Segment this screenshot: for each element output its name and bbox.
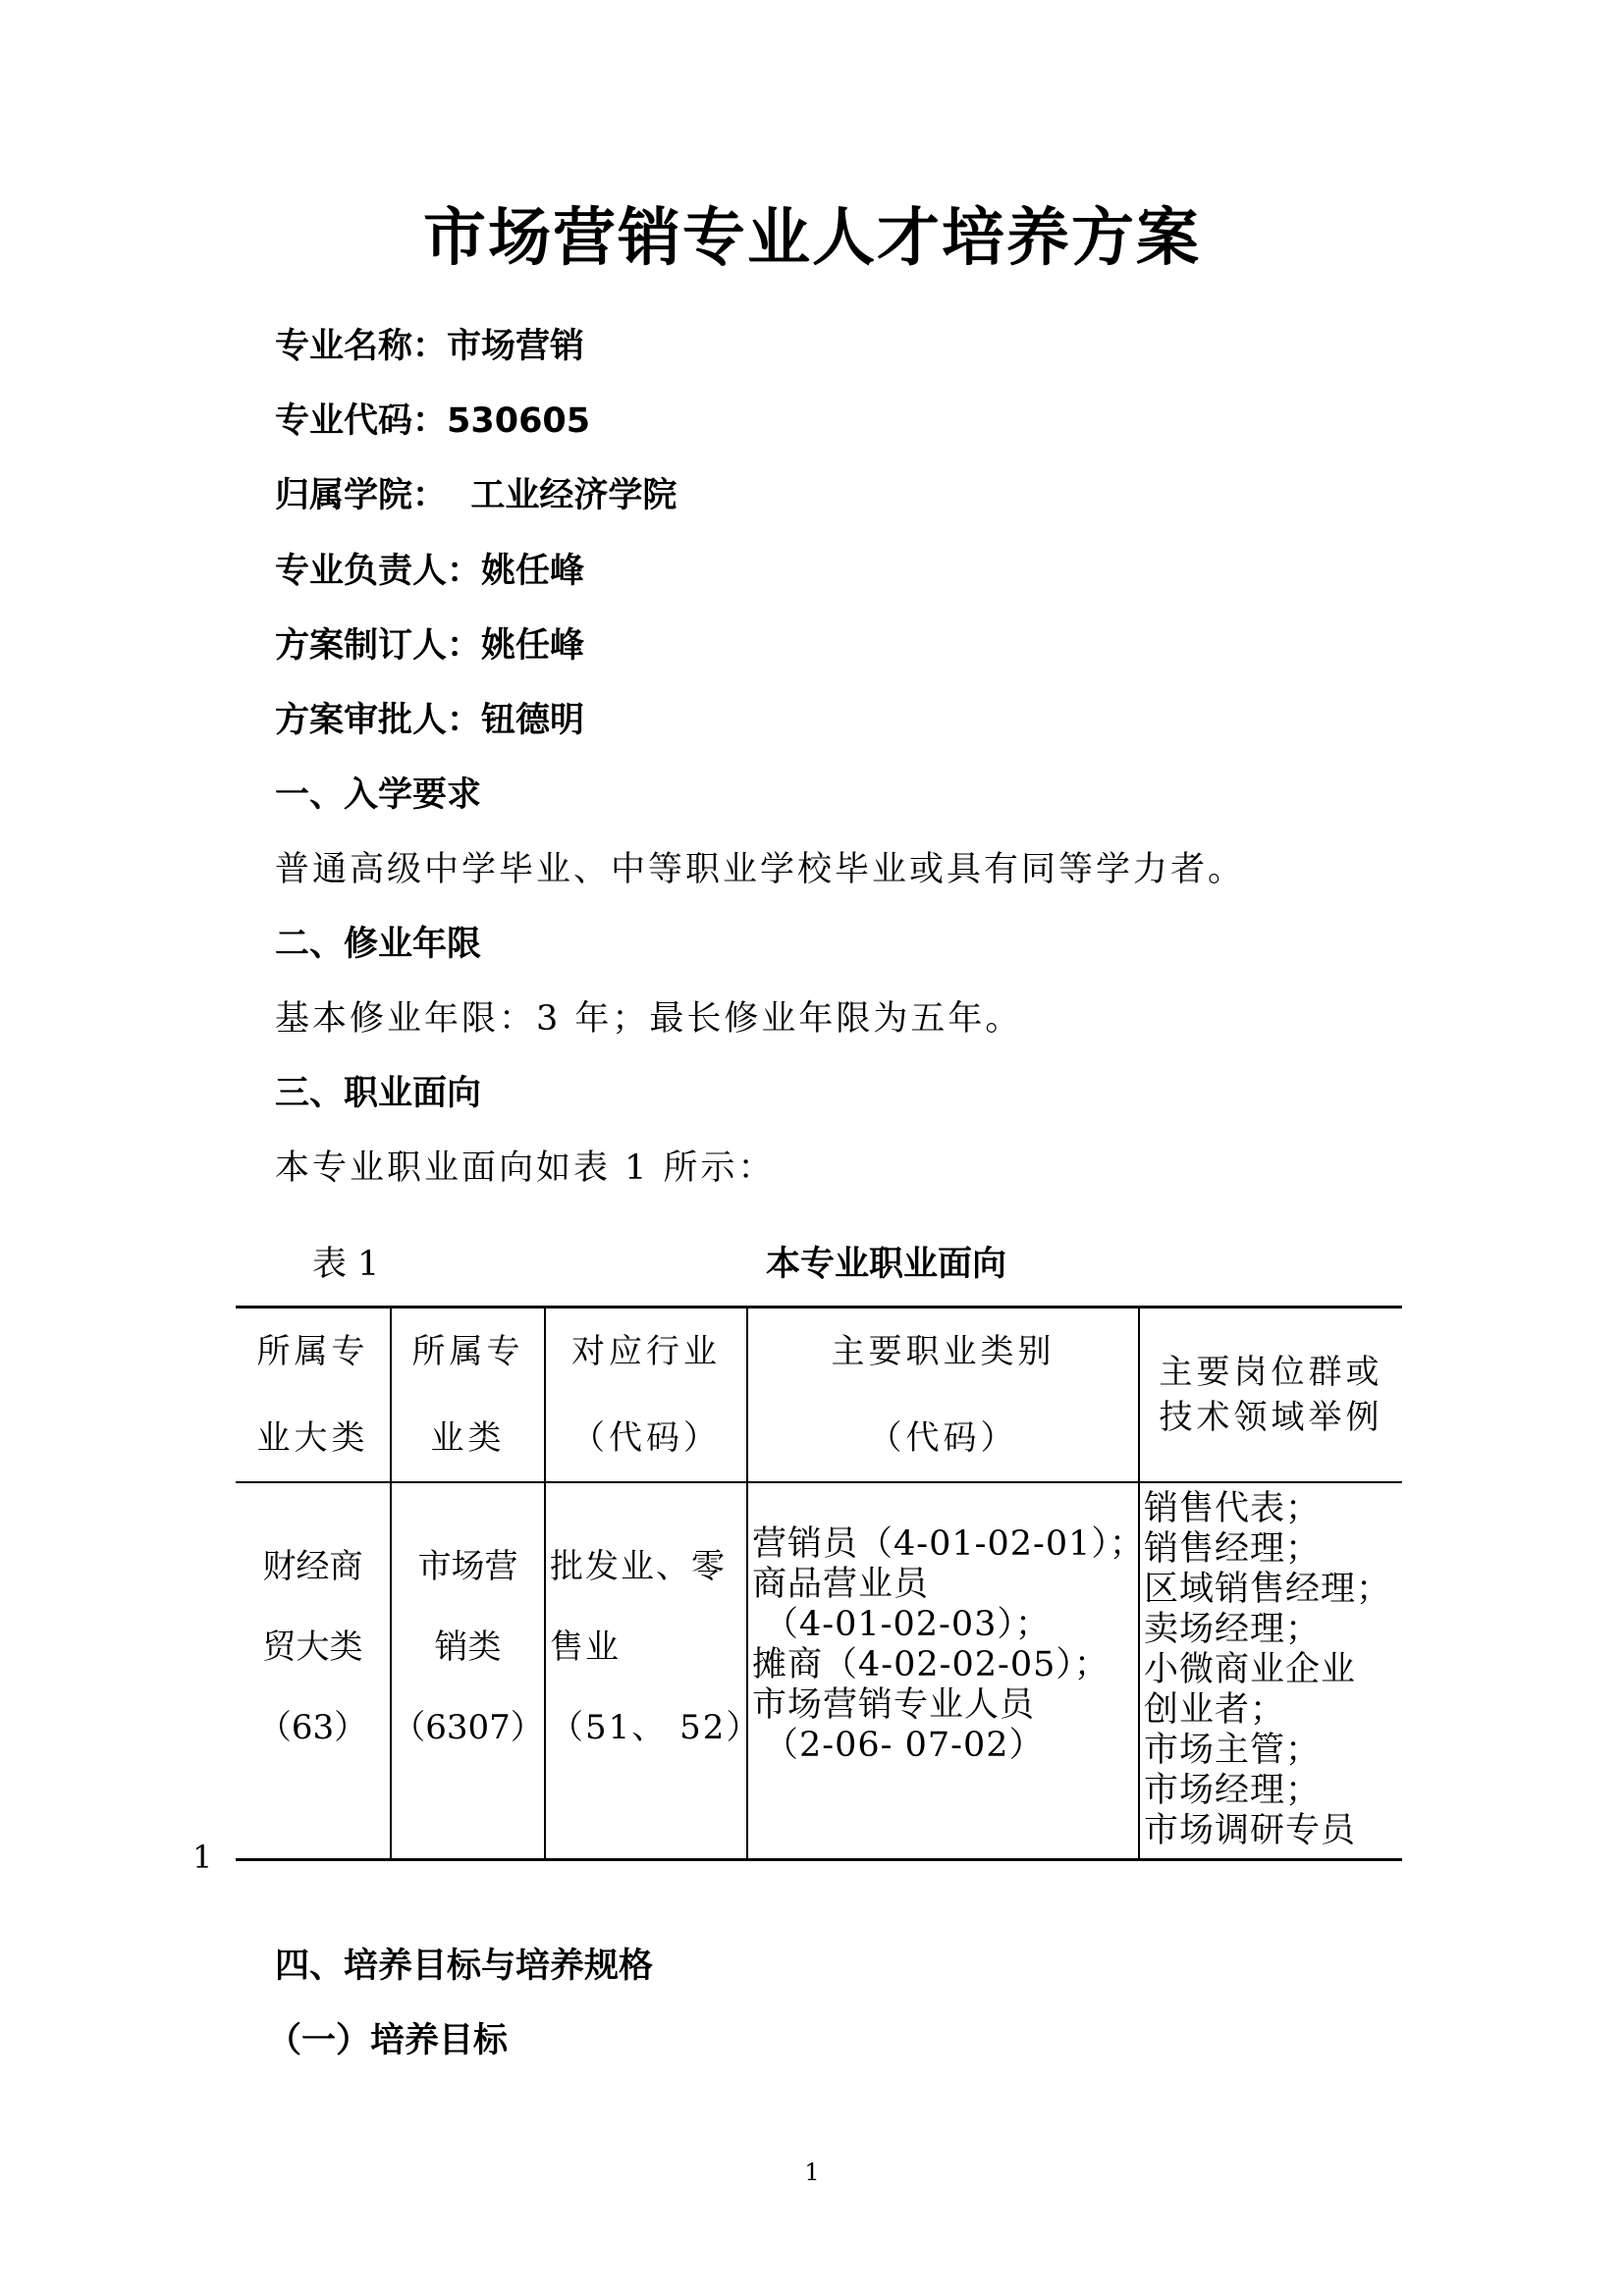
header-major-category: 所属专 业大类 — [236, 1308, 391, 1483]
section-subheading-goals: （一）培养目标 — [267, 2021, 509, 2060]
field-major-name — [275, 323, 584, 370]
field-major-lead — [275, 548, 584, 595]
career-orientation-table — [236, 1306, 1402, 1861]
table-caption: 本专业职业面向 — [766, 1245, 1007, 1284]
header-industry: 对应行业 （代码） — [545, 1308, 747, 1483]
header-job-examples: 主要岗位群或 技术领域举例 — [1139, 1308, 1402, 1483]
field-value: 姚任峰 — [481, 626, 585, 666]
list-item: 营销员（4-01-02-01）； — [752, 1524, 1145, 1564]
table-header-row — [236, 1308, 1402, 1483]
field-label: 专业代码： — [275, 401, 448, 441]
document-title: 市场营销专业人才培养方案 — [423, 202, 1201, 275]
section-heading-duration: 二、修业年限 — [275, 925, 482, 964]
section-text-duration: 基本修业年限：3 年；最长修业年限为五年。 — [275, 999, 1023, 1039]
field-value: 530605 — [447, 401, 591, 441]
field-plan-author — [275, 622, 584, 669]
list-item: 商品营业员 — [752, 1565, 930, 1604]
section-text-career: 本专业职业面向如表 1 所示： — [275, 1148, 776, 1188]
cell-major-category: 财经商 贸大类 （63） — [236, 1482, 391, 1859]
section-heading-career: 三、职业面向 — [275, 1074, 482, 1113]
list-item: （2-06- 07-02） — [764, 1726, 1045, 1765]
page-number: 1 — [804, 2159, 820, 2186]
table-row — [236, 1482, 1402, 1859]
list-item: 摊商（4-02-02-05）； — [752, 1645, 1110, 1684]
field-label: 方案审批人： — [275, 701, 482, 740]
list-item: 小微商业企业 — [1144, 1650, 1357, 1689]
field-major-code — [275, 398, 590, 445]
list-item: 创业者； — [1144, 1690, 1286, 1730]
section-heading-goals: 四、培养目标与培养规格 — [275, 1947, 654, 1986]
section-text-admission: 普通高级中学毕业、中等职业学校毕业或具有同等学力者。 — [275, 850, 1246, 889]
cell-industry: 批发业、零 售业 （51、 52） — [545, 1482, 747, 1859]
list-item: 市场营销专业人员 — [752, 1685, 1036, 1725]
field-value: 钮德明 — [481, 701, 585, 740]
field-value: 工业经济学院 — [447, 476, 677, 515]
section-heading-admission: 一、入学要求 — [275, 775, 482, 815]
list-item: （4-01-02-03）； — [764, 1605, 1051, 1644]
header-occupation-category: 主要职业类别 （代码） — [747, 1308, 1139, 1483]
field-label: 归属学院： — [275, 476, 448, 515]
field-plan-approver — [275, 697, 584, 744]
header-major-class: 所属专 业类 — [391, 1308, 545, 1483]
field-label: 方案制订人： — [275, 626, 482, 666]
field-label: 专业负责人： — [275, 552, 482, 591]
field-value: 姚任峰 — [481, 552, 585, 591]
list-item: 销售代表； — [1144, 1489, 1322, 1528]
side-mark: 1 — [192, 1839, 213, 1876]
field-label: 专业名称： — [275, 327, 448, 366]
cell-occupation-list — [747, 1482, 1145, 1859]
cell-job-list — [1139, 1482, 1402, 1859]
list-item: 区域销售经理； — [1144, 1570, 1392, 1609]
table-number: 表 1 — [312, 1245, 380, 1284]
field-college — [275, 472, 677, 519]
list-item: 市场主管； — [1144, 1731, 1322, 1770]
list-item: 市场经理； — [1144, 1771, 1322, 1810]
list-item: 市场调研专员 — [1144, 1811, 1357, 1850]
list-item: 卖场经理； — [1144, 1610, 1322, 1649]
list-item: 销售经理； — [1144, 1529, 1322, 1569]
field-value: 市场营销 — [447, 327, 585, 366]
cell-major-class: 市场营 销类 （6307） — [391, 1482, 545, 1859]
